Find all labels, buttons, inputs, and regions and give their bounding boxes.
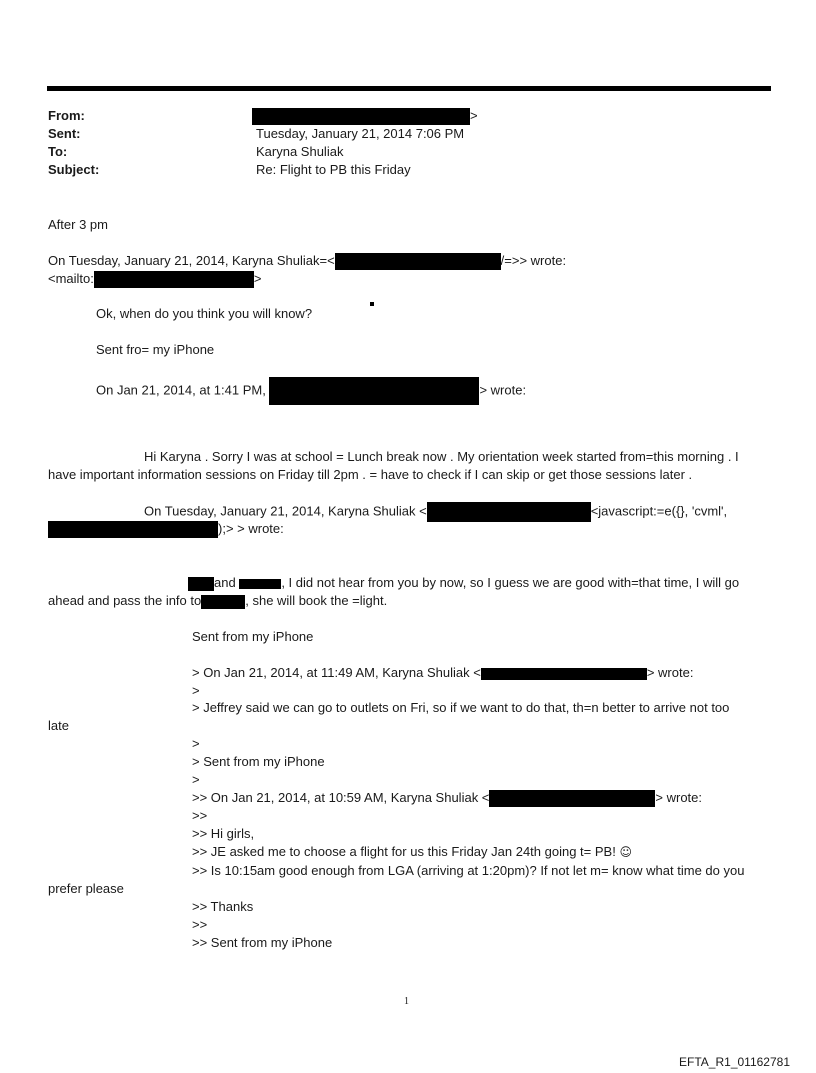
from-suffix: > xyxy=(470,108,478,123)
body-line: have important information sessions on Friday till 2pm . = have to check if I can skip or get those sessions later . xyxy=(48,467,693,482)
body-line: >> Hi girls, xyxy=(192,826,255,841)
body-line: > xyxy=(192,736,200,751)
quote-header-5 xyxy=(192,789,702,807)
body-line: Sent from my iPhone xyxy=(192,629,314,644)
quote-header-2 xyxy=(96,377,526,405)
redaction-from xyxy=(252,108,470,125)
document-id: EFTA_R1_01162781 xyxy=(679,1055,790,1069)
redaction xyxy=(335,253,501,270)
quote-header-1 xyxy=(48,252,566,270)
redaction xyxy=(269,377,479,405)
body-line: After 3 pm xyxy=(48,217,108,232)
body-line: Sent fro= my iPhone xyxy=(96,342,215,357)
body-text: , I did not hear from you by now, so I guess we are good with=that time, I will go xyxy=(281,575,740,590)
redaction xyxy=(489,790,655,807)
sent-value: Tuesday, January 21, 2014 7:06 PM xyxy=(256,126,465,141)
body-line: >> xyxy=(192,808,208,823)
quote-header-3 xyxy=(144,502,727,522)
body-line: > xyxy=(192,772,200,787)
quote-header-3b xyxy=(48,520,284,538)
quote-header-1b xyxy=(48,270,261,288)
body-text: On Jan 21, 2014, at 1:41 PM, xyxy=(96,382,266,398)
body-text: > wrote: xyxy=(646,665,694,680)
body-line-names xyxy=(188,574,739,592)
body-text: /=>> wrote: xyxy=(500,253,567,268)
header-rule xyxy=(47,86,771,91)
from-label: From: xyxy=(48,108,85,123)
body-line: > xyxy=(192,683,200,698)
body-text: ahead and pass the info to xyxy=(48,593,202,608)
body-text: > On Jan 21, 2014, at 11:49 AM, Karyna Shuliak < xyxy=(192,665,481,680)
redaction xyxy=(201,595,245,609)
body-text: >> JE asked me to choose a flight for us this Friday Jan 24th going t= PB! xyxy=(192,844,616,859)
body-line: >> Sent from my iPhone xyxy=(192,935,333,950)
body-text: >> On Jan 21, 2014, at 10:59 AM, Karyna Shuliak < xyxy=(192,790,490,805)
to-label: To: xyxy=(48,144,68,159)
body-line: > Sent from my iPhone xyxy=(192,754,325,769)
body-text: > wrote: xyxy=(655,790,703,805)
redaction xyxy=(94,271,254,288)
body-line-names-b xyxy=(48,592,387,610)
body-text: , she will book the =light. xyxy=(245,593,388,608)
redaction xyxy=(188,577,214,591)
redaction xyxy=(48,521,218,538)
body-line: >> Is 10:15am good enough from LGA (arriving at 1:20pm)? If not let m= know what time do you xyxy=(192,863,745,878)
body-line: late xyxy=(48,718,69,733)
redaction xyxy=(481,668,647,680)
body-text: <mailto: xyxy=(48,271,94,286)
body-text: On Tuesday, January 21, 2014, Karyna Shuliak=< xyxy=(48,253,335,268)
body-text: On Tuesday, January 21, 2014, Karyna Shuliak < xyxy=(144,503,427,519)
quote-header-4 xyxy=(192,664,693,682)
body-text: );> > wrote: xyxy=(218,521,284,536)
body-line: Hi Karyna . Sorry I was at school = Lunch break now . My orientation week started from=this morning . I xyxy=(144,449,739,464)
sent-label: Sent: xyxy=(48,126,81,141)
page-number: 1 xyxy=(404,996,409,1007)
body-line: >> Thanks xyxy=(192,899,254,914)
redaction-dot xyxy=(370,302,374,306)
redaction xyxy=(239,579,281,589)
body-text: > xyxy=(253,271,262,286)
to-value: Karyna Shuliak xyxy=(256,144,344,159)
subject-label: Subject: xyxy=(48,162,100,177)
body-line-flight xyxy=(192,843,632,861)
body-line: Ok, when do you think you will know? xyxy=(96,306,313,321)
body-text: <javascript:=e({}, 'cvml', xyxy=(590,503,728,519)
smiley-icon: ☺ xyxy=(619,845,632,859)
body-line: >> xyxy=(192,917,208,932)
body-line: > Jeffrey said we can go to outlets on Fri, so if we want to do that, th=n better to arrive not too xyxy=(192,700,730,715)
body-line: prefer please xyxy=(48,881,124,896)
body-text: and xyxy=(214,575,236,590)
body-text: > wrote: xyxy=(479,382,527,398)
subject-value: Re: Flight to PB this Friday xyxy=(256,162,411,177)
redaction xyxy=(427,502,591,522)
